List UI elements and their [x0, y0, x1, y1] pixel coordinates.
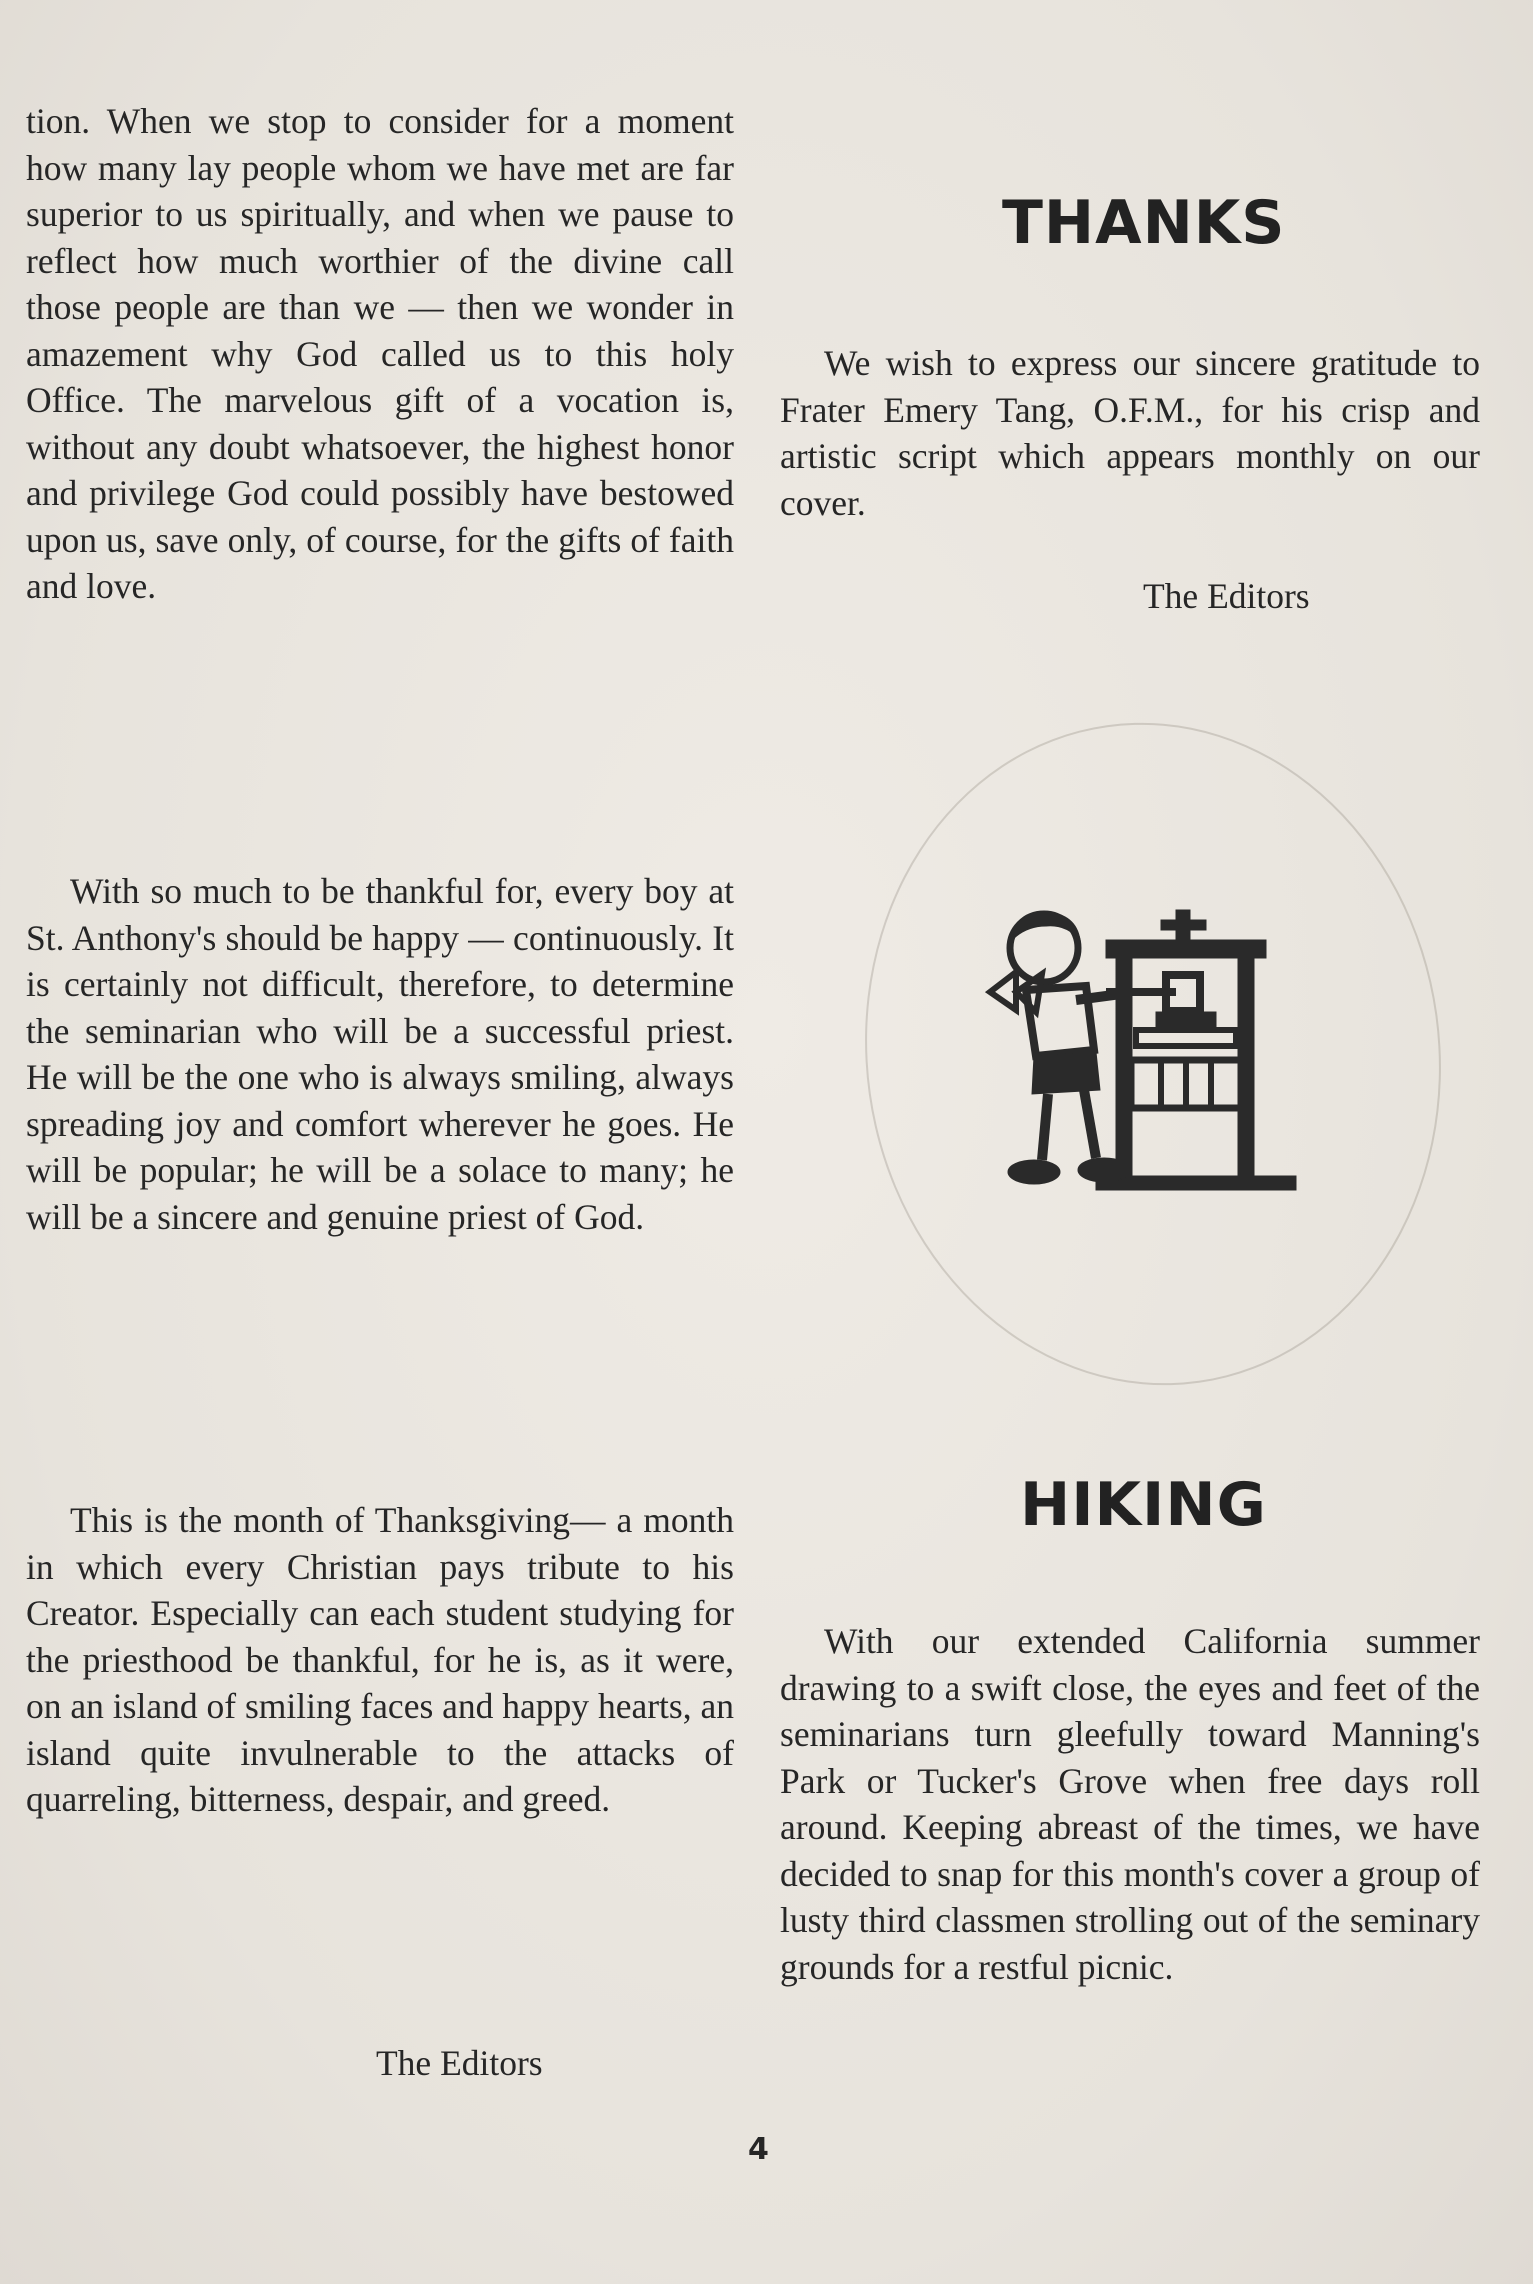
left-column-para-3-block — [26, 1497, 734, 1823]
thanks-heading: THANKS — [1002, 188, 1286, 258]
left-paragraph-1: tion. When we stop to consider for a moment how many lay people whom we have met are far superior to us spiritually, and when we pause to reflect how much worthier of the divine call those people are than we — then we wonder in amazement why God called us to this holy Office. The marvelous gift of a vocation is, without any doubt whatsoever, the highest honor and privilege God could possibly have bestowed upon us, save only, of course, for the gifts of faith and love. — [26, 101, 734, 606]
page-number: 4 — [748, 2132, 769, 2167]
left-column-para-1-block — [26, 98, 734, 610]
left-signature: The Editors — [376, 2043, 543, 2083]
printing-press-illustration — [976, 900, 1306, 1215]
left-column-para-2-block — [26, 868, 734, 1240]
boy-at-printing-press-icon — [976, 900, 1306, 1210]
thanks-body: We wish to express our sincere gratitude to Frater Emery Tang, O.F.M., for his crisp and artistic script which appears monthly on our cover. — [780, 343, 1480, 523]
hiking-body: With our extended California summer drawing to a swift close, the eyes and feet of the seminarians turn gleefully toward Manning's Park or Tucker's Grove when free days roll around. Keeping abreast of the times, we have decided to snap for this month's cover a group of lusty third classmen strolling out of the seminary grounds for a restful picnic. — [780, 1621, 1480, 1987]
thanks-signature: The Editors — [1143, 576, 1310, 616]
hiking-heading: HIKING — [1020, 1470, 1267, 1540]
thanks-body-block — [780, 340, 1480, 526]
hiking-body-block — [780, 1618, 1480, 1990]
left-paragraph-2: With so much to be thankful for, every boy at St. Anthony's should be happy — continuously. It is certainly not difficult, therefore, to determine the seminarian who will be a successful priest. He will be the one who is always smiling, always spreading joy and comfort wherever he goes. He will be popular; he will be a solace to many; he will be a sincere and genuine priest of God. — [26, 871, 734, 1237]
left-paragraph-3: This is the month of Thanksgiving— a month in which every Christian pays tribute to his Creator. Especially can each student studying for the priesthood be thankful, for he is, as it were, on an island of smiling faces and happy hearts, an island quite invulnerable to the attacks of quarreling, bitterness, despair, and greed. — [26, 1500, 734, 1819]
